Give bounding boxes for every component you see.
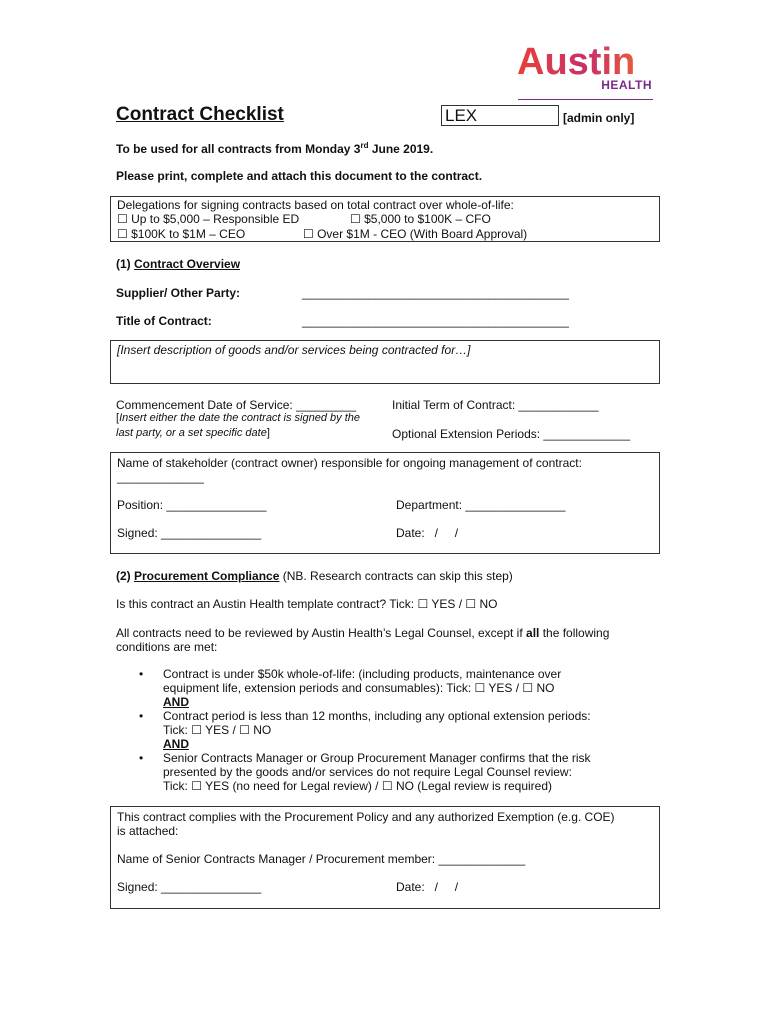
condition-item-3 [116,751,656,793]
delegations-box [110,196,660,242]
review-post: the following [539,626,610,640]
compliance-box [110,806,660,909]
condition-3-line-1: Senior Contracts Manager or Group Procurement Manager confirms that the risk [163,751,591,765]
extension-periods[interactable]: Optional Extension Periods: _____________ [392,427,631,441]
compliance-line-1: This contract complies with the Procurement Policy and any authorized Exemption (e.g. COE) [117,810,615,824]
procurement-member-field[interactable]: Name of Senior Contracts Manager / Procurement member: _____________ [117,852,526,866]
bullet-dot: • [139,709,144,723]
intro-sup: rd [360,141,369,150]
review-line-2: conditions are met: [116,640,218,654]
condition-2-and: AND [163,737,189,751]
delegation-option-3[interactable]: ☐ $100K to $1M – CEO [117,227,246,241]
condition-item-2 [116,709,656,751]
delegation-option-2[interactable]: ☐ $5,000 to $100K – CFO [350,212,491,226]
condition-2-line-1: Contract period is less than 12 months, including any optional extension periods: [163,709,591,723]
compliance-date-field[interactable]: Date: / / [396,880,459,894]
commencement-note-1 [116,412,360,424]
date-field[interactable]: Date: / / [396,526,459,540]
review-bold: all [526,626,540,640]
section-2-note: (NB. Research contracts can skip this step) [279,569,513,583]
intro-line-1 [116,141,433,156]
supplier-field[interactable]: ________________________________________ [302,286,569,300]
logo-word: Austin [517,41,636,82]
note-text-2: last party, or a set specific date [116,427,267,439]
austin-health-logo [515,38,660,104]
compliance-signed-field[interactable]: Signed: _______________ [117,880,262,894]
section-2-title: Procurement Compliance [134,569,280,583]
code-value: LEX [445,106,478,125]
condition-1-line-2[interactable]: equipment life, extension periods and consumables): Tick: ☐ YES / ☐ NO [163,681,555,695]
description-placeholder: [Insert description of goods and/or services being contracted for…] [117,343,471,357]
conditions-list [116,667,656,793]
stakeholder-box [110,452,660,554]
code-box[interactable] [441,105,559,126]
template-question[interactable]: Is this contract an Austin Health template contract? Tick: ☐ YES / ☐ NO [116,597,498,611]
stakeholder-line-1: Name of stakeholder (contract owner) responsible for ongoing management of contract: [117,456,582,470]
admin-only-label: [admin only] [563,111,635,125]
bullet-dot: • [139,667,144,681]
section-1-title: Contract Overview [134,257,241,271]
section-1-num: (1) [116,257,134,271]
logo-health: HEALTH [601,78,652,92]
bullet-dot: • [139,751,144,765]
note-close-bracket: ] [266,427,270,439]
review-pre: All contracts need to be reviewed by Austin Health’s Legal Counsel, except if [116,626,527,640]
position-field[interactable]: Position: _______________ [117,498,267,512]
signed-field[interactable]: Signed: _______________ [117,526,262,540]
delegation-option-1[interactable]: ☐ Up to $5,000 – Responsible ED [117,212,300,226]
section-2-num: (2) [116,569,134,583]
commencement-date[interactable]: Commencement Date of Service: _________ [116,398,357,412]
intro-text-pre: To be used for all contracts from Monday 3 [116,142,361,156]
intro-text-post: June 2019. [368,142,434,156]
department-field[interactable]: Department: _______________ [396,498,566,512]
review-line-1 [116,626,609,640]
contract-title-label: Title of Contract: [116,314,212,328]
commencement-note-2 [116,427,270,439]
stakeholder-name-field[interactable]: _____________ [117,470,204,484]
contract-title-field[interactable]: ________________________________________ [302,314,569,328]
page-title: Contract Checklist [116,104,284,125]
condition-1-line-1: Contract is under $50k whole-of-life: (including products, maintenance over [163,667,562,681]
delegations-title: Delegations for signing contracts based on total contract over whole-of-life: [117,198,514,212]
austin-logo-wordmark [515,38,660,82]
section-2-heading [116,569,513,583]
logo-underline [518,99,653,100]
condition-1-and: AND [163,695,189,709]
supplier-label: Supplier/ Other Party: [116,286,241,300]
condition-item-1 [116,667,656,709]
compliance-line-2: is attached: [117,824,179,838]
condition-3-line-3[interactable]: Tick: ☐ YES (no need for Legal review) / ☐ NO (Legal review is required) [163,779,553,793]
condition-2-line-2[interactable]: Tick: ☐ YES / ☐ NO [163,723,272,737]
condition-3-line-2: presented by the goods and/or services do not require Legal Counsel review: [163,765,572,779]
note-open-bracket: [ [116,412,120,424]
delegation-option-4[interactable]: ☐ Over $1M - CEO (With Board Approval) [303,227,528,241]
description-box[interactable] [110,340,660,384]
intro-line-2: Please print, complete and attach this document to the contract. [116,169,483,183]
section-1-heading [116,257,240,271]
note-text-1: Insert either the date the contract is signed by the [119,412,360,424]
initial-term[interactable]: Initial Term of Contract: ____________ [392,398,599,412]
